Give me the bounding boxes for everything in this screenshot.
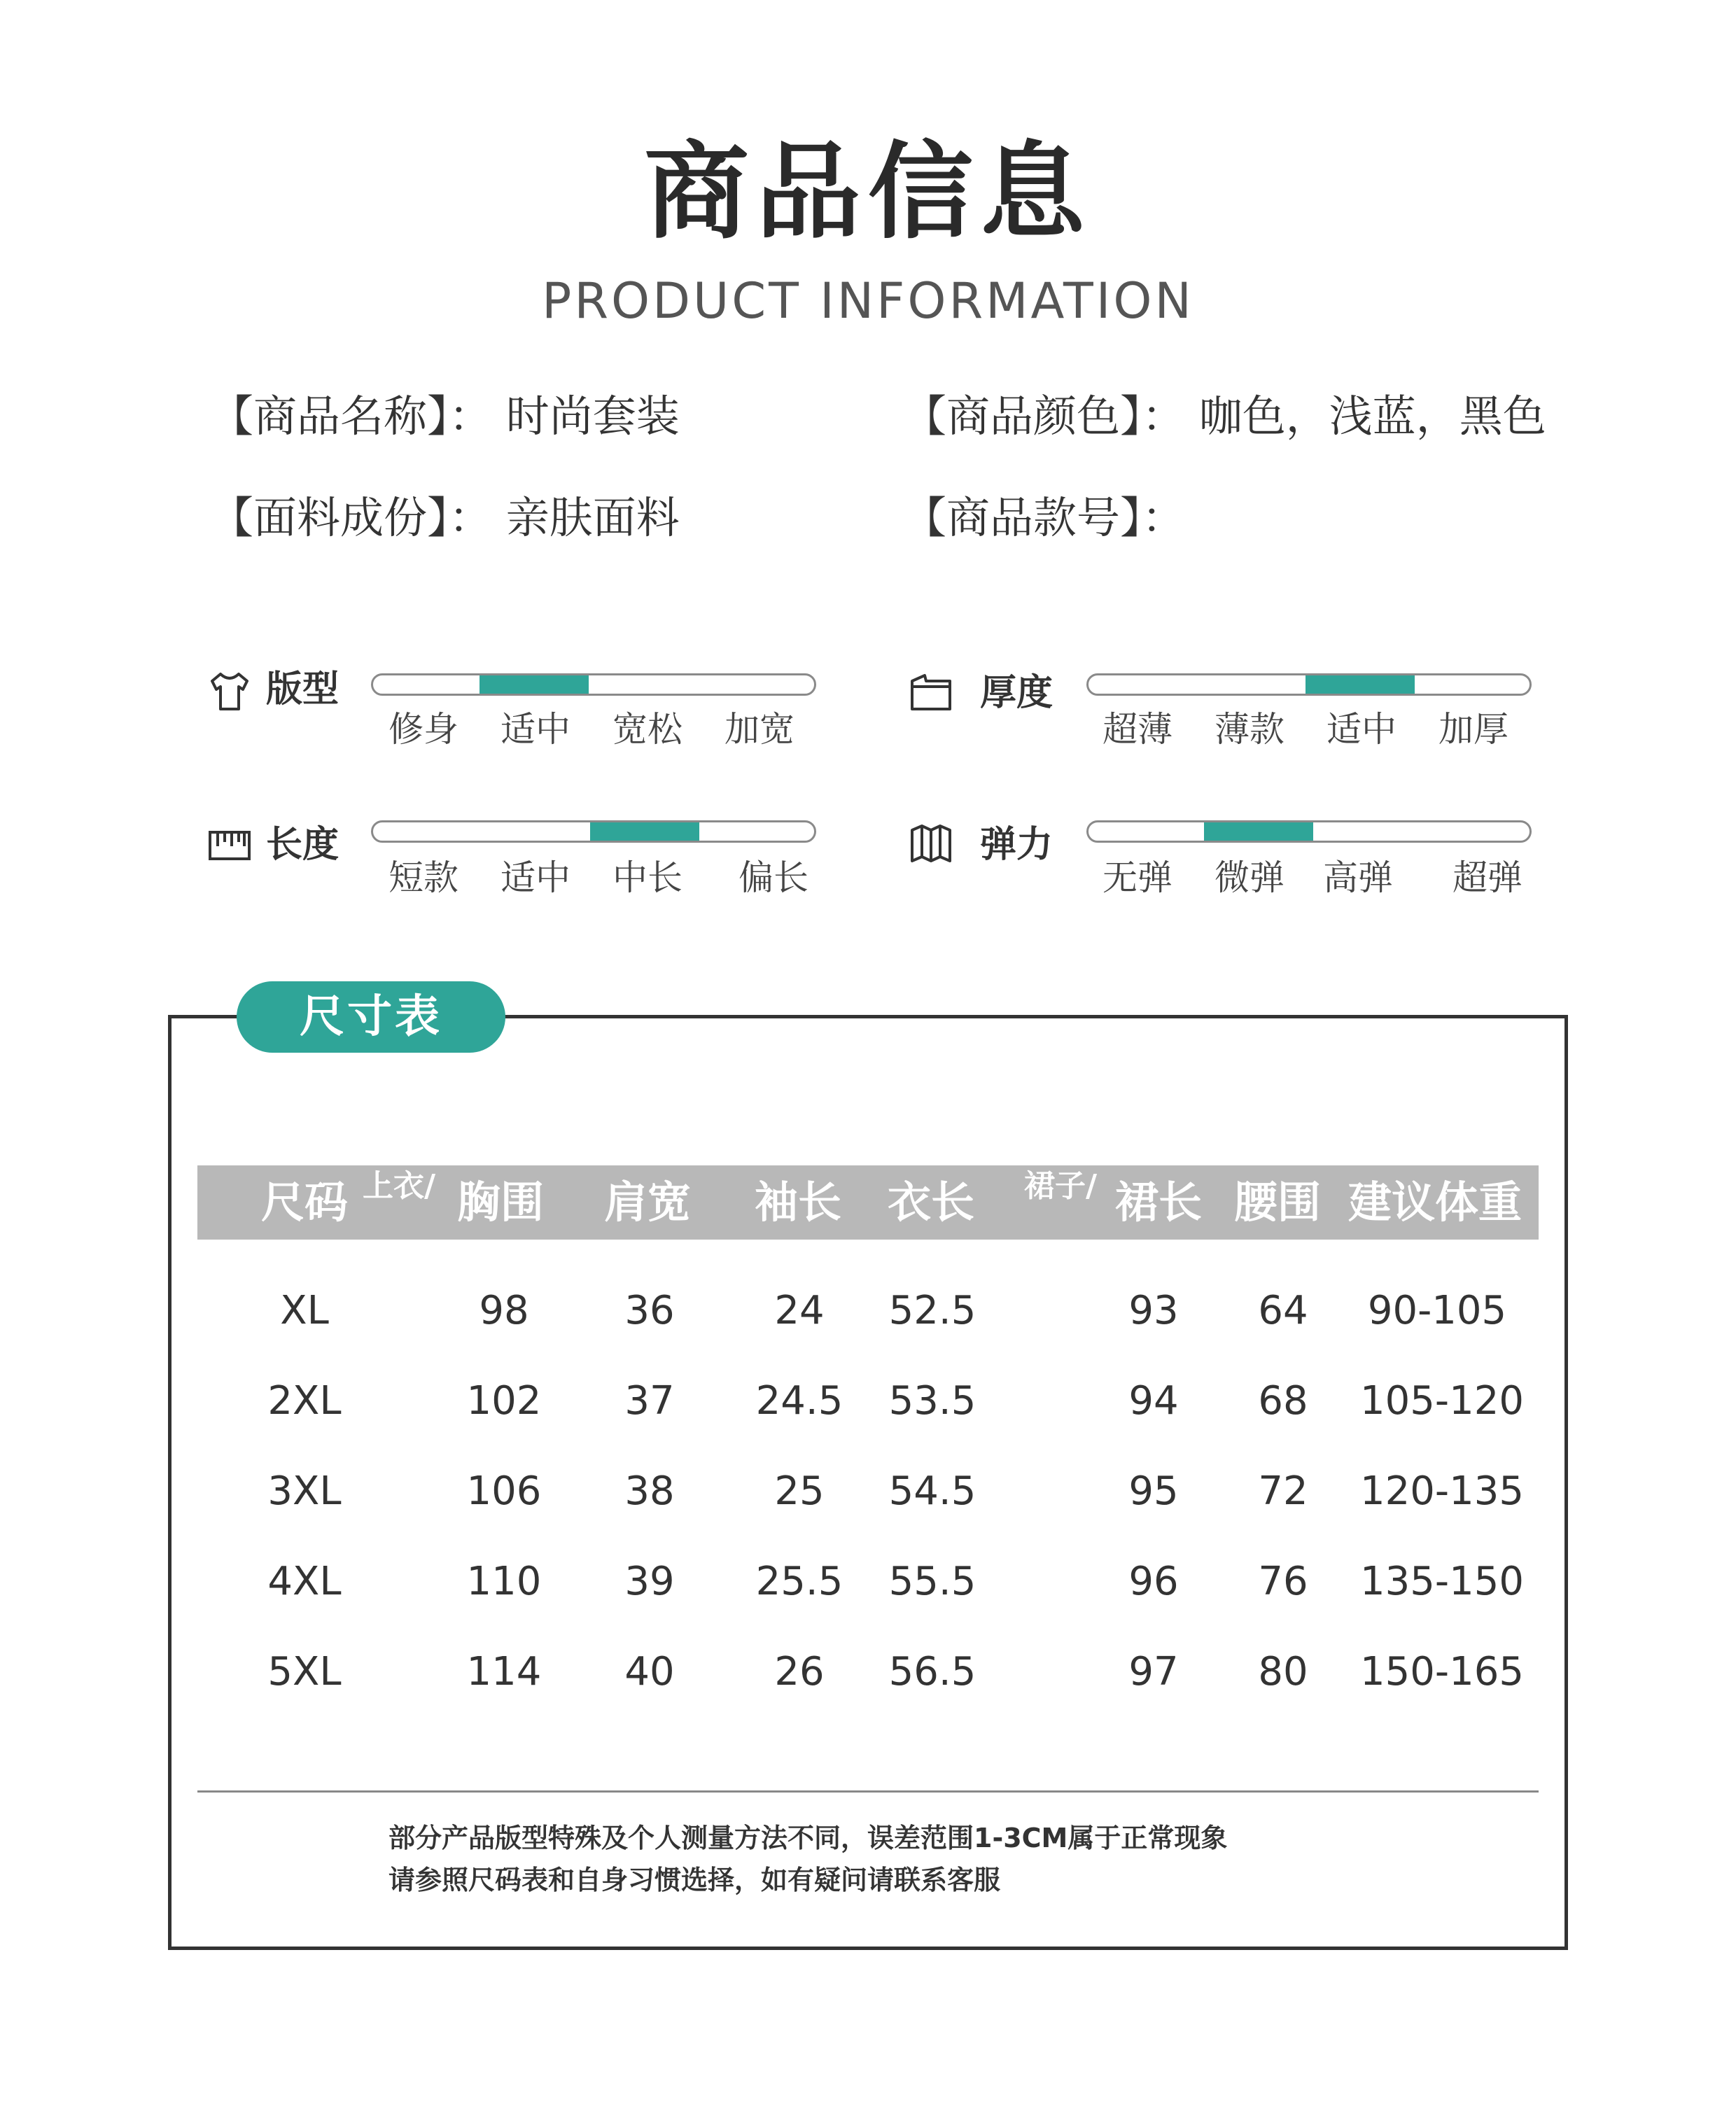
shirt-icon bbox=[206, 668, 253, 715]
thickness-bar-fill bbox=[1306, 675, 1415, 694]
cell-waist: 76 bbox=[1258, 1559, 1308, 1604]
cell-chest: 98 bbox=[479, 1288, 529, 1333]
size-table-tab: 尺寸表 bbox=[237, 981, 505, 1053]
cell-skirt-length: 95 bbox=[1128, 1468, 1179, 1514]
length-option: 短款 bbox=[388, 857, 458, 898]
thickness-option: 适中 bbox=[1326, 709, 1396, 750]
page-subtitle: PRODUCT INFORMATION bbox=[542, 272, 1194, 330]
header-skirt-length: 裙长 bbox=[1114, 1177, 1202, 1228]
cell-size: 5XL bbox=[267, 1649, 342, 1695]
cell-waist: 68 bbox=[1258, 1378, 1308, 1424]
cell-sleeve: 25.5 bbox=[755, 1559, 844, 1604]
length-bar bbox=[371, 820, 816, 843]
cell-size: 4XL bbox=[267, 1559, 342, 1604]
cell-waist: 80 bbox=[1258, 1649, 1308, 1695]
page-title: 商品信息 bbox=[643, 132, 1092, 253]
attr-label-fit: 版型 bbox=[266, 668, 340, 710]
cell-length: 53.5 bbox=[888, 1378, 976, 1424]
header-waist: 腰围 bbox=[1233, 1177, 1321, 1228]
header-top-prefix: 上衣/ bbox=[362, 1168, 436, 1204]
elasticity-bar bbox=[1086, 820, 1532, 843]
cell-chest: 106 bbox=[466, 1468, 542, 1514]
fit-option: 宽松 bbox=[612, 709, 682, 750]
cell-sleeve: 24.5 bbox=[755, 1378, 844, 1424]
fit-option: 修身 bbox=[388, 709, 458, 750]
header-shoulder: 肩宽 bbox=[603, 1177, 691, 1228]
cell-sleeve: 24 bbox=[774, 1288, 825, 1333]
thickness-option: 薄款 bbox=[1214, 709, 1284, 750]
cell-weight: 90-105 bbox=[1367, 1288, 1507, 1333]
cell-waist: 64 bbox=[1258, 1288, 1308, 1333]
table-divider bbox=[197, 1790, 1539, 1793]
header-skirt-prefix: 裙子/ bbox=[1023, 1168, 1098, 1204]
length-bar-fill bbox=[590, 822, 699, 841]
cell-weight: 120-135 bbox=[1360, 1468, 1524, 1514]
length-option: 适中 bbox=[500, 857, 570, 898]
cell-size: 2XL bbox=[267, 1378, 342, 1424]
elasticity-option: 高弹 bbox=[1323, 857, 1393, 898]
thickness-bar bbox=[1086, 673, 1532, 696]
thickness-option: 超薄 bbox=[1102, 709, 1172, 750]
attr-label-elasticity: 弹力 bbox=[980, 824, 1054, 866]
thickness-option: 加厚 bbox=[1438, 709, 1508, 750]
length-option: 偏长 bbox=[738, 857, 808, 898]
thickness-icon bbox=[908, 668, 954, 715]
info-color: 【商品颜色】： 咖色，浅蓝，黑色 bbox=[903, 391, 1546, 442]
header-length: 衣长 bbox=[887, 1177, 974, 1228]
cell-skirt-length: 96 bbox=[1128, 1559, 1179, 1604]
cell-skirt-length: 93 bbox=[1128, 1288, 1179, 1333]
elasticity-bar-fill bbox=[1204, 822, 1313, 841]
cell-chest: 114 bbox=[466, 1649, 542, 1695]
elasticity-option: 超弹 bbox=[1452, 857, 1522, 898]
cell-sleeve: 26 bbox=[774, 1649, 825, 1695]
fit-option: 加宽 bbox=[724, 709, 794, 750]
note-line-2: 请参照尺码表和自身习惯选择，如有疑问请联系客服 bbox=[388, 1865, 1001, 1895]
stretch-icon bbox=[908, 820, 954, 867]
attr-label-length: 长度 bbox=[266, 824, 340, 866]
cell-size: 3XL bbox=[267, 1468, 342, 1514]
ruler-icon bbox=[206, 822, 253, 869]
info-fabric: 【面料成份】： 亲肤面料 bbox=[210, 492, 680, 543]
cell-shoulder: 40 bbox=[624, 1649, 675, 1695]
header-size: 尺码 bbox=[260, 1177, 348, 1228]
info-product-name: 【商品名称】： 时尚套装 bbox=[210, 391, 680, 442]
cell-weight: 150-165 bbox=[1360, 1649, 1524, 1695]
cell-shoulder: 38 bbox=[624, 1468, 675, 1514]
cell-length: 56.5 bbox=[888, 1649, 976, 1695]
header-weight: 建议体重 bbox=[1348, 1177, 1522, 1228]
cell-length: 55.5 bbox=[888, 1559, 976, 1604]
fit-bar bbox=[371, 673, 816, 696]
cell-weight: 105-120 bbox=[1360, 1378, 1524, 1424]
elasticity-option: 无弹 bbox=[1102, 857, 1172, 898]
cell-shoulder: 36 bbox=[624, 1288, 675, 1333]
note-line-1: 部分产品版型特殊及个人测量方法不同，误差范围1-3CM属于正常现象 bbox=[388, 1823, 1228, 1853]
cell-chest: 102 bbox=[466, 1378, 542, 1424]
elasticity-option: 微弹 bbox=[1214, 857, 1284, 898]
cell-sleeve: 25 bbox=[774, 1468, 825, 1514]
cell-length: 54.5 bbox=[888, 1468, 976, 1514]
cell-waist: 72 bbox=[1258, 1468, 1308, 1514]
header-chest: 胸围 bbox=[456, 1177, 544, 1228]
cell-size: XL bbox=[280, 1288, 329, 1333]
length-option: 中长 bbox=[612, 857, 682, 898]
cell-length: 52.5 bbox=[888, 1288, 976, 1333]
attr-label-thickness: 厚度 bbox=[980, 672, 1054, 714]
cell-weight: 135-150 bbox=[1360, 1559, 1524, 1604]
header-sleeve: 袖长 bbox=[754, 1177, 841, 1228]
cell-skirt-length: 94 bbox=[1128, 1378, 1179, 1424]
cell-chest: 110 bbox=[466, 1559, 542, 1604]
fit-bar-fill bbox=[479, 675, 589, 694]
info-style-number: 【商品款号】： bbox=[903, 492, 1186, 543]
fit-option: 适中 bbox=[500, 709, 570, 750]
cell-skirt-length: 97 bbox=[1128, 1649, 1179, 1695]
cell-shoulder: 37 bbox=[624, 1378, 675, 1424]
cell-shoulder: 39 bbox=[624, 1559, 675, 1604]
